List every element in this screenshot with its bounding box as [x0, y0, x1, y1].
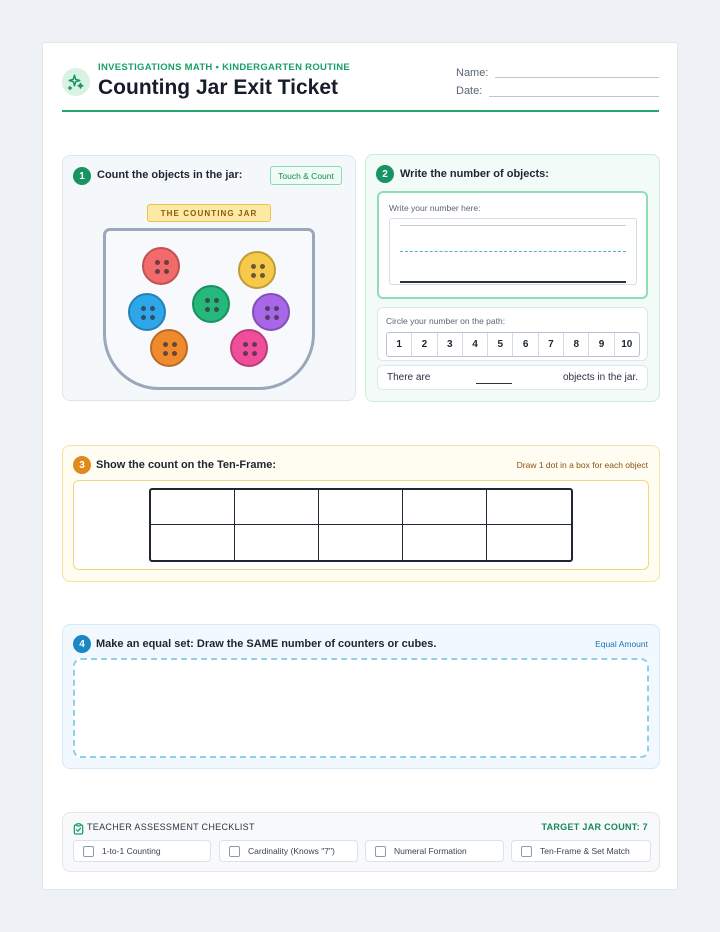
number-path-cell[interactable]: 5: [488, 333, 513, 356]
step-number: 2: [376, 165, 394, 183]
step-number: 3: [73, 456, 91, 474]
drawing-area[interactable]: [73, 658, 649, 758]
checklist-item-label: Ten-Frame & Set Match: [540, 846, 630, 856]
number-path-cell[interactable]: 4: [463, 333, 488, 356]
checkbox[interactable]: [375, 846, 386, 857]
checklist-item[interactable]: [219, 840, 358, 862]
sentence-start: There are: [387, 372, 431, 383]
step-number: 4: [73, 635, 91, 653]
touch-count-tag: Touch & Count: [270, 166, 342, 185]
number-path-cell[interactable]: 8: [564, 333, 589, 356]
ten-frame-cell[interactable]: [403, 490, 487, 525]
jar-label: THE COUNTING JAR: [147, 204, 271, 222]
number-path: [386, 332, 640, 357]
section-title: Write the number of objects:: [400, 168, 549, 180]
checklist-item-label: 1-to-1 Counting: [102, 846, 161, 856]
equal-amount-tag: Equal Amount: [595, 639, 648, 649]
ten-frame-card: [62, 445, 660, 582]
name-label: Name:: [456, 67, 489, 79]
number-path-cell[interactable]: 9: [589, 333, 614, 356]
handwriting-lines[interactable]: [389, 218, 637, 285]
number-path-cell[interactable]: 2: [412, 333, 437, 356]
write-number-box: [377, 191, 648, 299]
section-title: Count the objects in the jar:: [97, 169, 243, 181]
sentence-end: objects in the jar.: [562, 372, 638, 383]
top-line: [400, 225, 626, 226]
count-jar-card: [62, 155, 356, 401]
ten-frame-cell[interactable]: [319, 525, 403, 560]
checkbox[interactable]: [229, 846, 240, 857]
write-number-card: [365, 154, 660, 402]
counting-button: [252, 293, 290, 331]
sentence-frame: [377, 365, 648, 390]
number-path-box: [377, 307, 648, 361]
page-title: Counting Jar Exit Ticket: [98, 76, 338, 99]
section-title: Show the count on the Ten-Frame:: [96, 459, 277, 471]
number-path-cell[interactable]: 3: [438, 333, 463, 356]
checkbox[interactable]: [521, 846, 532, 857]
ten-frame-cell[interactable]: [487, 525, 571, 560]
checklist-item-label: Cardinality (Knows "7"): [248, 846, 335, 856]
checklist-item[interactable]: [365, 840, 504, 862]
checklist-title: TEACHER ASSESSMENT CHECKLIST: [87, 822, 255, 832]
counting-button: [150, 329, 188, 367]
ten-frame-cell[interactable]: [151, 490, 235, 525]
checklist-item[interactable]: [73, 840, 211, 862]
section-title: Make an equal set: Draw the SAME number of counters or cubes.: [96, 638, 437, 650]
worksheet-page: [42, 42, 678, 890]
checkbox[interactable]: [83, 846, 94, 857]
teacher-checklist: [62, 812, 660, 872]
ten-frame-hint: Draw 1 dot in a box for each object: [516, 460, 648, 470]
number-path-cell[interactable]: 1: [387, 333, 412, 356]
counting-button: [230, 329, 268, 367]
counting-button: [238, 251, 276, 289]
equal-set-card: [62, 624, 660, 769]
clipboard-check-icon: [73, 822, 84, 840]
number-path-cell[interactable]: 7: [539, 333, 564, 356]
ten-frame-box: [73, 480, 649, 570]
counting-button: [192, 285, 230, 323]
counting-button: [142, 247, 180, 285]
step-number: 1: [73, 167, 91, 185]
path-label: Circle your number on the path:: [386, 316, 506, 326]
ten-frame-cell[interactable]: [235, 490, 319, 525]
baseline: [400, 281, 626, 283]
sparkle-icon: [62, 68, 90, 96]
checklist-item-label: Numeral Formation: [394, 846, 467, 856]
ten-frame-cell[interactable]: [235, 525, 319, 560]
date-label: Date:: [456, 85, 483, 97]
header-divider: [62, 110, 659, 112]
number-path-cell[interactable]: 10: [621, 339, 633, 350]
checklist-item[interactable]: [511, 840, 651, 862]
number-path-cell[interactable]: 6: [513, 333, 538, 356]
write-label: Write your number here:: [389, 203, 481, 213]
ten-frame-cell[interactable]: [403, 525, 487, 560]
ten-frame: [149, 488, 573, 562]
midline: [400, 251, 626, 252]
sentence-blank[interactable]: [476, 383, 512, 384]
target-count: TARGET JAR COUNT: 7: [541, 822, 648, 832]
header-kicker: INVESTIGATIONS MATH • KINDERGARTEN ROUTINE: [98, 62, 351, 73]
counting-jar: [103, 228, 315, 390]
ten-frame-cell[interactable]: [487, 490, 571, 525]
date-field[interactable]: [489, 96, 659, 97]
ten-frame-cell[interactable]: [151, 525, 235, 560]
counting-button: [128, 293, 166, 331]
name-field[interactable]: [495, 77, 659, 78]
ten-frame-cell[interactable]: [319, 490, 403, 525]
